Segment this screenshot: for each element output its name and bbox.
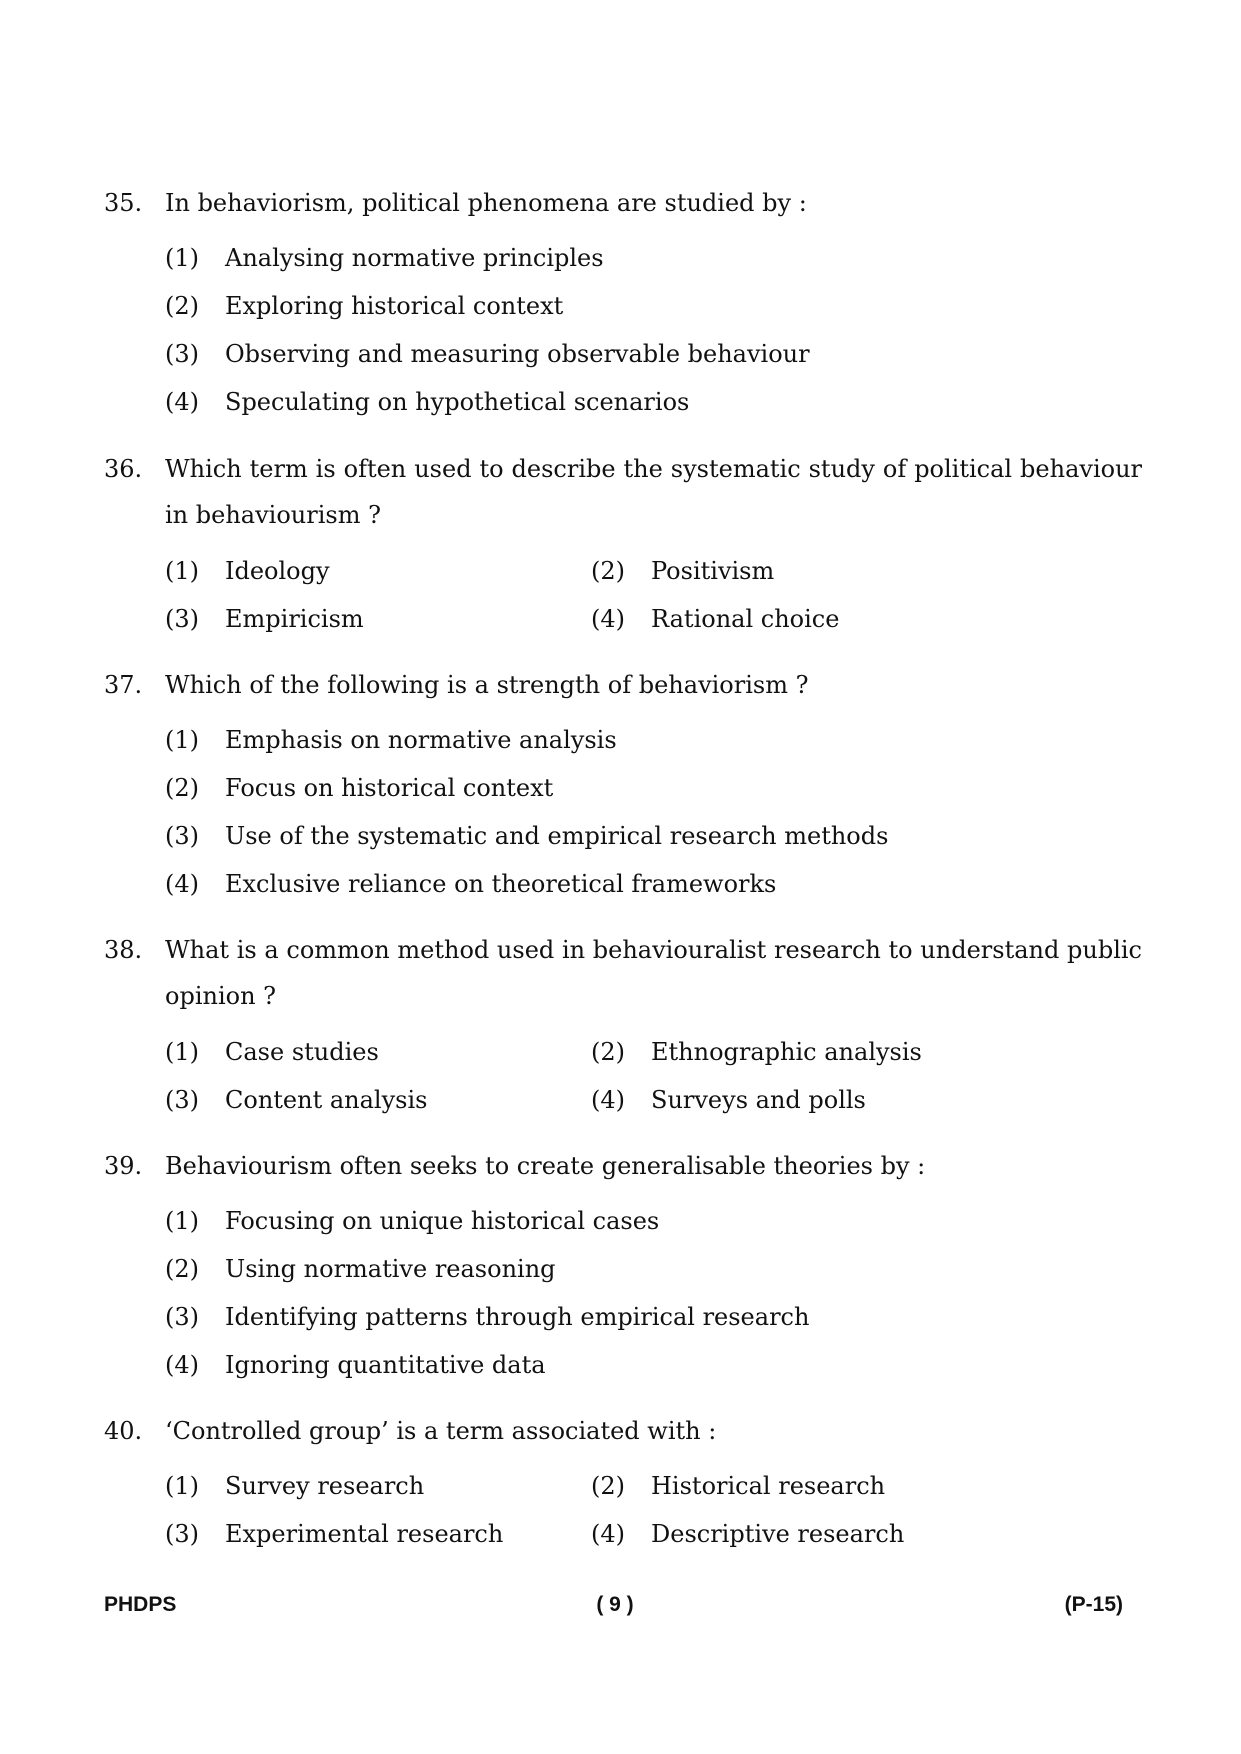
option-number: (2) — [165, 774, 199, 802]
option-number: (2) — [165, 1255, 199, 1283]
option-text: Descriptive research — [651, 1520, 905, 1548]
option-number: (4) — [591, 605, 625, 633]
option-number: (1) — [165, 244, 199, 272]
option-text: Identifying patterns through empirical research — [225, 1303, 810, 1331]
question-number: 37. — [104, 671, 143, 699]
option-text: Using normative reasoning — [225, 1255, 556, 1283]
option-text: Ideology — [225, 557, 330, 585]
option-text: Rational choice — [651, 605, 840, 633]
option-text: Ignoring quantitative data — [225, 1351, 546, 1379]
option-text: Observing and measuring observable behaviour — [225, 340, 810, 368]
question-number: 40. — [104, 1417, 143, 1445]
option-number: (4) — [591, 1520, 625, 1548]
option-number: (3) — [165, 1303, 199, 1331]
footer-paper-code: PHDPS — [104, 1593, 177, 1616]
option-number: (4) — [165, 870, 199, 898]
option-text: Speculating on hypothetical scenarios — [225, 388, 690, 416]
option-number: (2) — [165, 292, 199, 320]
option-text: Case studies — [225, 1038, 379, 1066]
option-number: (3) — [165, 1520, 199, 1548]
option-number: (3) — [165, 340, 199, 368]
question-text: Which term is often used to describe the systematic study of political behaviour in behaviourism ? — [165, 455, 1142, 529]
option-number: (2) — [591, 1038, 625, 1066]
option-text: Analysing normative principles — [225, 244, 604, 272]
option-number: (1) — [165, 1207, 199, 1235]
question-text: What is a common method used in behaviouralist research to understand public opinion ? — [165, 936, 1142, 1010]
question-number: 38. — [104, 936, 143, 964]
option-number: (1) — [165, 1038, 199, 1066]
question-text: Behaviourism often seeks to create generalisable theories by : — [165, 1152, 926, 1180]
option-number: (4) — [165, 388, 199, 416]
option-number: (3) — [165, 822, 199, 850]
question-text: ‘Controlled group’ is a term associated with : — [165, 1417, 717, 1445]
option-number: (2) — [591, 1472, 625, 1500]
option-text: Survey research — [225, 1472, 425, 1500]
page-number: ( 9 ) — [596, 1593, 634, 1616]
option-text: Experimental research — [225, 1520, 504, 1548]
option-text: Ethnographic analysis — [651, 1038, 922, 1066]
option-text: Exploring historical context — [225, 292, 564, 320]
question-text: Which of the following is a strength of behaviorism ? — [165, 671, 809, 699]
option-text: Focus on historical context — [225, 774, 554, 802]
question-number: 39. — [104, 1152, 143, 1180]
option-number: (1) — [165, 1472, 199, 1500]
question-number: 35. — [104, 189, 143, 217]
question-text: In behaviorism, political phenomena are studied by : — [165, 189, 807, 217]
footer-set-code: (P-15) — [1064, 1593, 1123, 1616]
option-text: Focusing on unique historical cases — [225, 1207, 660, 1235]
option-text: Content analysis — [225, 1086, 428, 1114]
option-number: (4) — [165, 1351, 199, 1379]
option-text: Emphasis on normative analysis — [225, 726, 617, 754]
option-number: (4) — [591, 1086, 625, 1114]
option-number: (3) — [165, 605, 199, 633]
option-text: Empiricism — [225, 605, 364, 633]
option-text: Use of the systematic and empirical research methods — [225, 822, 889, 850]
option-text: Surveys and polls — [651, 1086, 866, 1114]
option-text: Exclusive reliance on theoretical frameworks — [225, 870, 777, 898]
option-number: (1) — [165, 726, 199, 754]
question-number: 36. — [104, 455, 143, 483]
option-number: (3) — [165, 1086, 199, 1114]
option-text: Positivism — [651, 557, 775, 585]
option-number: (1) — [165, 557, 199, 585]
option-text: Historical research — [651, 1472, 886, 1500]
option-number: (2) — [591, 557, 625, 585]
